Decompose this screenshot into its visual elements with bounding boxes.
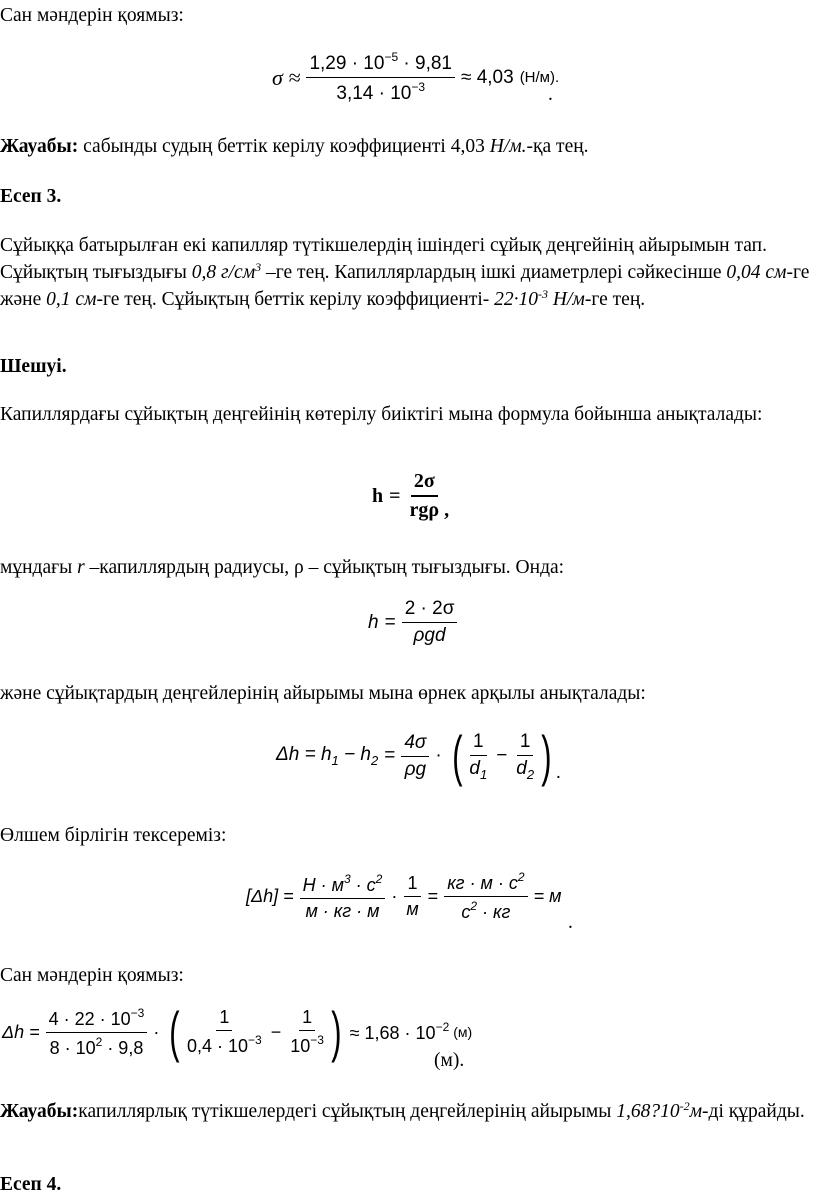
answer-label: Жауабы: [0,136,79,157]
fraction-numerator: $1,29 \cdot 10^{-5} \cdot 9,81$ [306,50,455,78]
fraction-denominator: $3,14 \cdot 10^{-3}$ [336,80,426,104]
formula-fraction-1-d1: $\frac{1}{d_1}$ [469,730,488,782]
formula-fraction-d2: $\frac{1}{10^{-3}}$ [290,1007,324,1056]
formula-trailing-dot: . [568,912,573,933]
formula-capillary-height: h = $\frac{2\sigma}{\text{rgρ}}$ , [372,470,450,521]
problem-3-heading: Есеп 3. [0,186,62,207]
formula-fraction-units: $\frac{Н \cdot м^3 \cdot с^2}{м \cdot кг \cdot м}$ [300,872,386,922]
formula-fraction: $\frac{2\sigma}{\text{rgρ}}$ [409,470,440,521]
formula-fraction-d1: $\frac{1}{0,4 \cdot 10^{-3}}$ [187,1007,262,1056]
answer-2: Жауабы:капиллярлық түтікшелердегі сұйықтың деңгейлерінің айырымы $1,68?10^{-2}м-ді$ құрайды. [0,1099,805,1122]
formula-level-difference: $\Delta h = h_1 - h_2$ = $\frac{4\sigma}{\rho g}$ · ( $\frac{1}{d_1}$ − $\frac{1}{d_2}$ ) . [276,724,562,787]
paragraph-height-formula-intro: Капиллярдағы сұйықтың деңгейінің көтерілу биіктігі мына формула бойынша анықталады: [0,404,763,425]
solution-heading: Шешуі. [0,356,67,377]
answer-label: Жауабы: [0,1101,79,1122]
formula-height-diameter: h = $\frac{2 \cdot 2\sigma}{\text{ρgd}}$ [368,598,457,647]
formula-fraction-4sigma: $\frac{4\sigma}{\rho g}$ [401,732,429,781]
formula-fraction [306,50,455,105]
formula-unit: (Н/м). [519,69,560,86]
formula-fraction-1-d2: $\frac{1}{d_2}$ [516,730,535,782]
formula-fraction-1-m: $\frac{1}{м}$ [406,873,419,919]
formula-trailing-dot: . [548,84,553,105]
paragraph-level-difference: және сұйықтардың деңгейлерінің айырымы мына өрнек арқылы анықталады: [0,683,646,704]
answer-1: Жауабы: сабынды судың беттік керілу коэффициенті 4,03 Н/м.-қа тең. [0,136,589,157]
formula-fraction: $\frac{2 \cdot 2\sigma}{\text{ρgd}}$ [402,598,458,647]
formula-fraction-kg: $\frac{кг \cdot м \cdot с^2}{с^2 \cdot кг}$ [444,870,527,923]
paragraph-substitute-values-2: Сан мәндерін қоямыз: [0,965,184,986]
paragraph-substitute-values: Сан мәндерін қоямыз: [0,5,184,26]
formula-lhs: σ ≈ [272,64,301,90]
formula-numeric-result: Δh = $\frac{4 \cdot 22 \cdot 10^{-3}}{8 \cdot 10^2 \cdot 9,8}$ · ( $\frac{1}{0,4 \cdot 10^{-3}}$ − $\frac{1}{10^{-3}}$ ) ≈ $1,68 \cdot 10^{-2}$ (м) [2,1000,473,1063]
formula-fraction-numeric: $\frac{4 \cdot 22 \cdot 10^{-3}}{8 \cdot 10^2 \cdot 9,8}$ [46,1006,148,1059]
formula-result: ≈ 4,03 [461,66,514,88]
formula-units-check: [Δh] = $\frac{Н \cdot м^3 \cdot с^2}{м \cdot кг \cdot м}$ · $\frac{1}{м}$ = $\frac{кг \cdot м \cdot с^2}{с^2 \cdot кг}$ = м [246,870,562,922]
formula-unit-label: (м). [434,1050,465,1071]
formula-sigma-calculation [272,50,559,105]
paragraph-radius-density: мұндағы r –капиллярдың радиусы, ρ – сұйықтың тығыздығы. Онда: [0,557,565,578]
problem-4-heading: Есеп 4. [0,1174,62,1195]
paragraph-check-units: Өлшем бірлігін тексереміз: [0,825,227,846]
problem-3-statement: Сұйыққа батырылған екі капилляр түтікшелердің ішіндегі сұйық деңгейінің айырымын тап. Сұйықтың тығыздығы 0,8 $г/см^3$ –ге тең. Капиллярлардың ішкі диаметрлері сәйкесінше 0,04 см-ге және 0,1 см-ге тең. Сұйықтың беттік керілу коэффициенті- $22\cdot 10^{-3}$ Н/м-ге тең. [0,235,810,310]
